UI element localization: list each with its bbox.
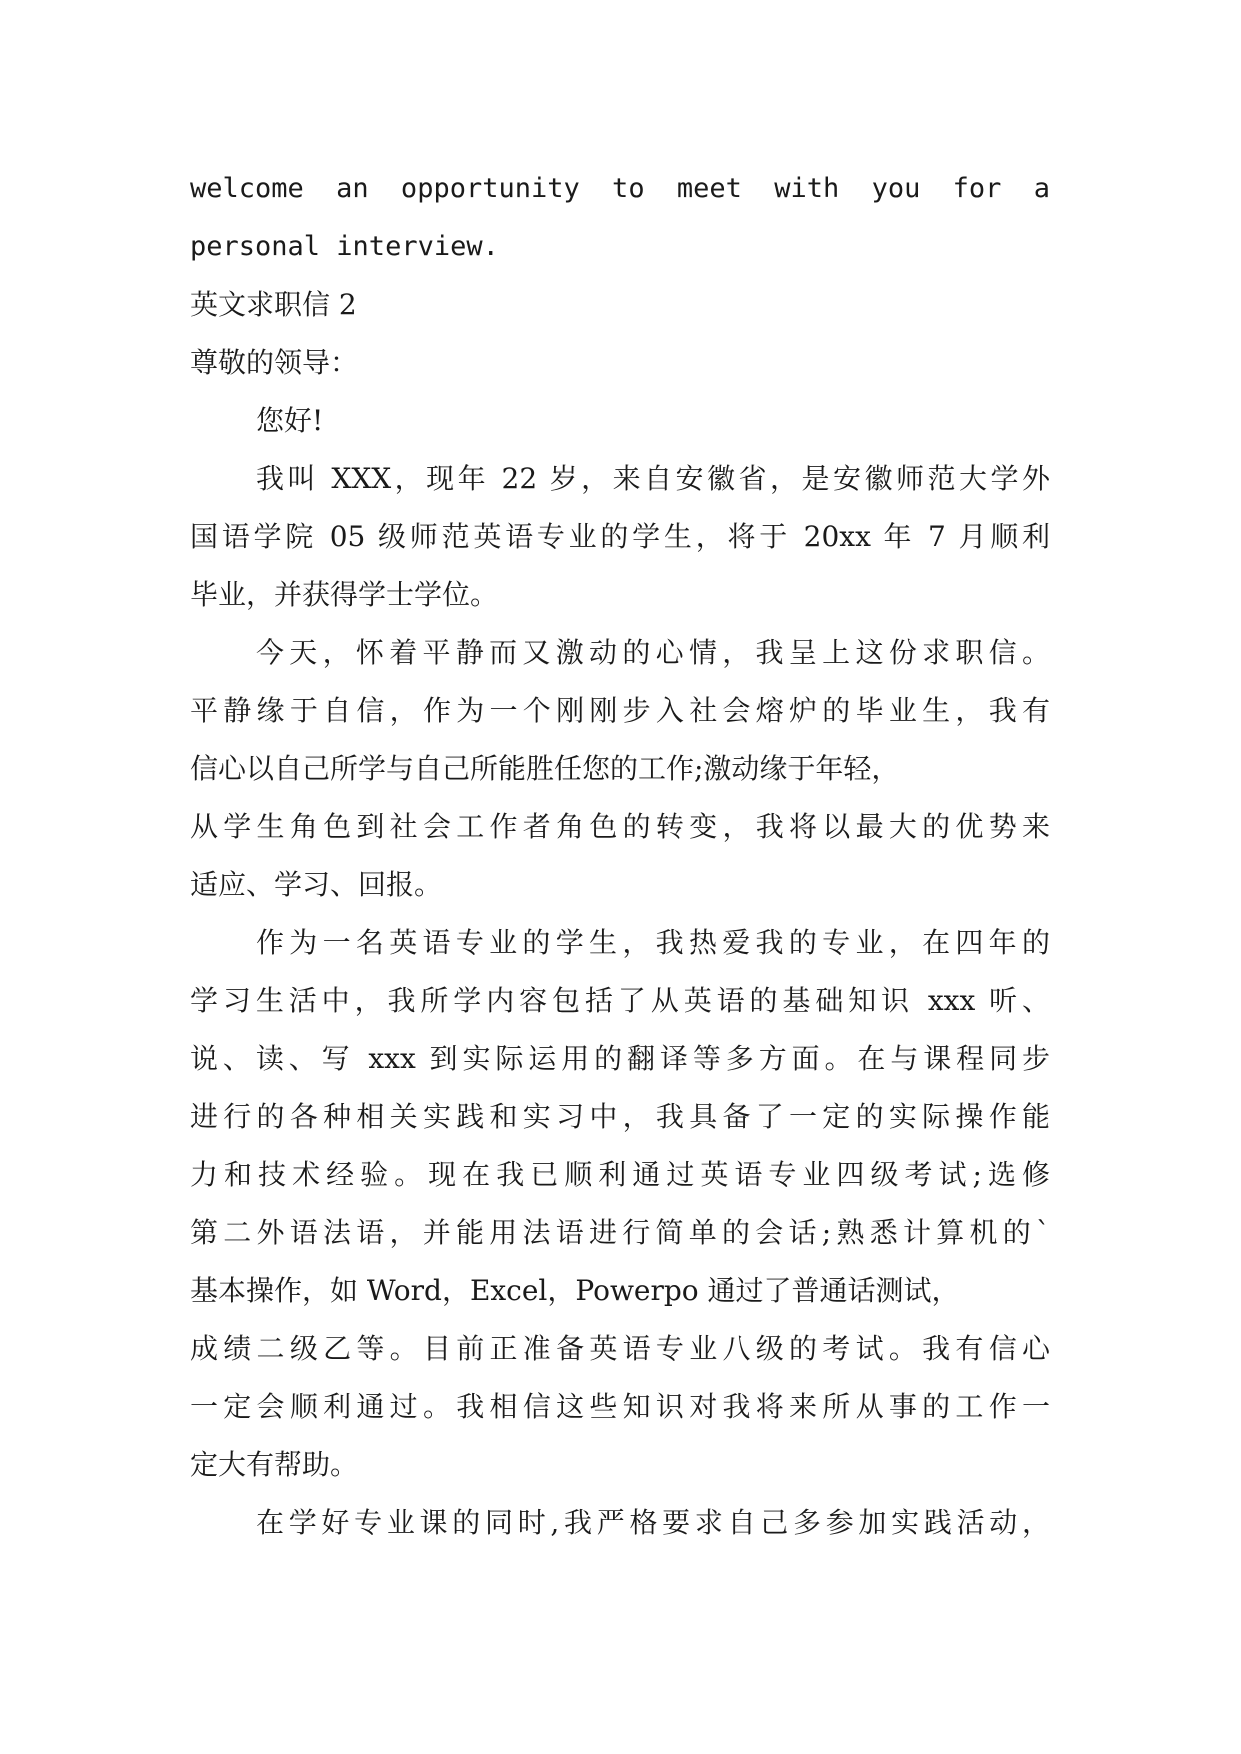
letter-heading: 英文求职信 2 [190,288,357,321]
paragraph-3-line-10: 定大有帮助。 [190,1448,359,1481]
paragraph-3-line-9: 一定会顺利通过。我相信这些知识对我将来所从事的工作一 [190,1390,1050,1423]
paragraph-4-line-1: 在学好专业课的同时,我严格要求自己多参加实践活动， [256,1506,1050,1539]
paragraph-2-line-5: 适应、学习、回报。 [190,868,443,901]
paragraph-3-line-4: 进行的各种相关实践和实习中，我具备了一定的实际操作能 [190,1100,1050,1133]
paragraph-3-line-7: 基本操作，如 Word，Excel，Powerpo 通过了普通话测试， [190,1274,960,1307]
paragraph-3-line-6: 第二外语法语，并能用法语进行简单的会话;熟悉计算机的` [190,1216,1050,1249]
paragraph-3-line-5: 力和技术经验。现在我已顺利通过英语专业四级考试;选修 [190,1158,1050,1191]
paragraph-2-line-3: 信心以自己所学与自己所能胜任您的工作;激动缘于年轻， [190,752,900,785]
english-line-1: welcome an opportunity to meet with you for a [190,173,1050,204]
paragraph-1-line-3: 毕业，并获得学士学位。 [190,578,499,611]
paragraph-2-line-4: 从学生角色到社会工作者角色的转变，我将以最大的优势来 [190,810,1050,843]
paragraph-3-line-8: 成绩二级乙等。目前正准备英语专业八级的考试。我有信心 [190,1332,1050,1365]
paragraph-1-line-2: 国语学院 05 级师范英语专业的学生，将于 20xx 年 7 月顺利 [190,520,1050,553]
paragraph-3-line-3: 说、读、写 xxx 到实际运用的翻译等多方面。在与课程同步 [190,1042,1050,1075]
document-body [190,160,1050,1552]
paragraph-2-line-1: 今天，怀着平静而又激动的心情，我呈上这份求职信。 [256,636,1050,669]
paragraph-3-line-1: 作为一名英语专业的学生，我热爱我的专业，在四年的 [256,926,1050,959]
paragraph-1-line-1: 我叫 XXX，现年 22 岁，来自安徽省，是安徽师范大学外 [256,462,1050,495]
english-line-2: personal interview. [190,231,499,262]
paragraph-2-line-2: 平静缘于自信，作为一个刚刚步入社会熔炉的毕业生，我有 [190,694,1050,727]
letter-greeting: 您好! [256,404,324,437]
letter-salutation: 尊敬的领导： [190,346,359,379]
paragraph-3-line-2: 学习生活中，我所学内容包括了从英语的基础知识 xxx 听、 [190,984,1050,1017]
